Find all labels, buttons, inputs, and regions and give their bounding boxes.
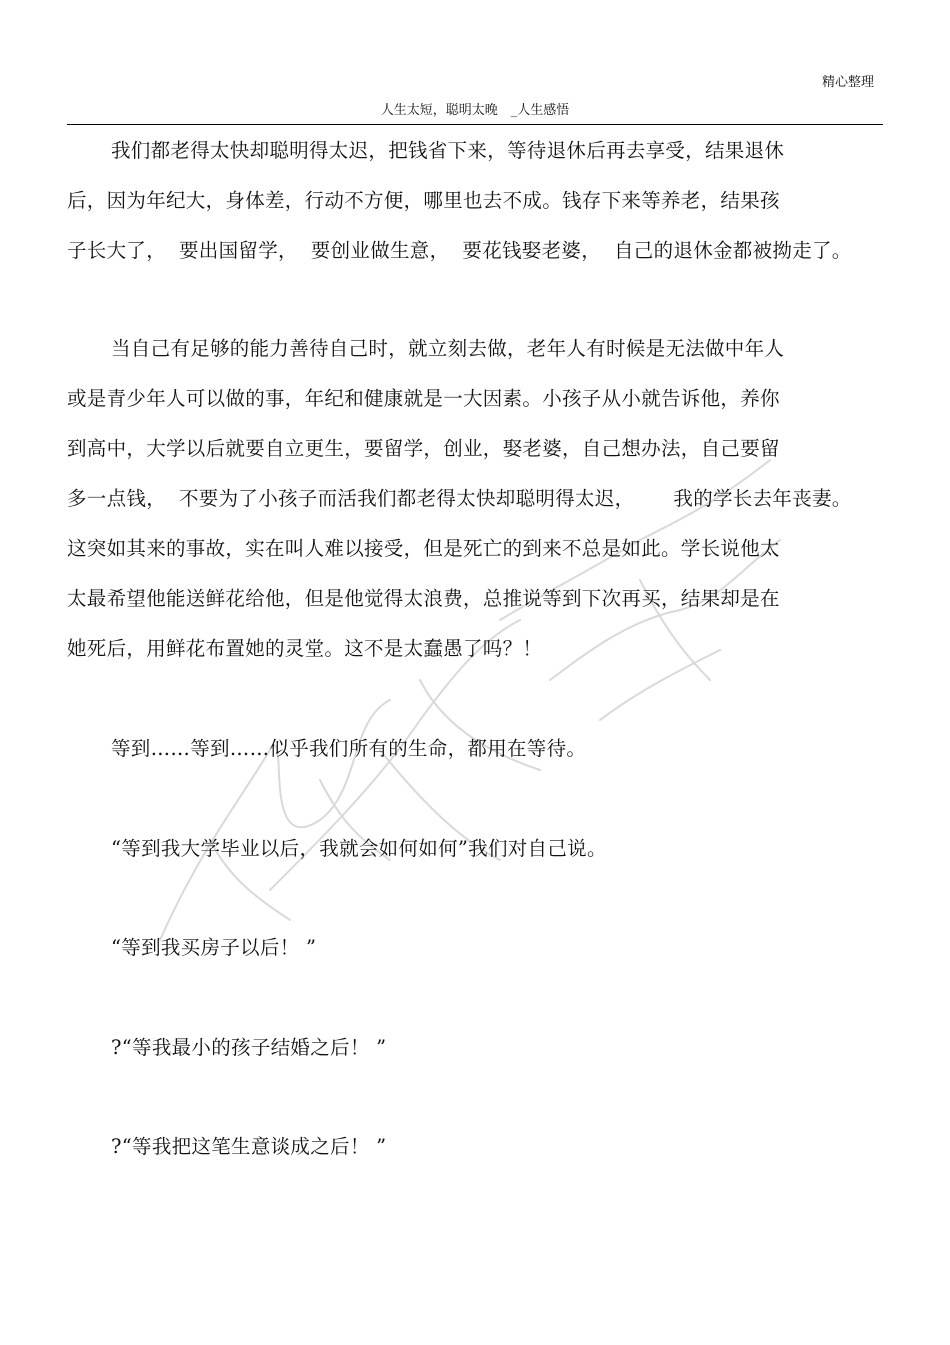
body-line: 后，因为年纪大，身体差，行动不方便，哪里也去不成。钱存下来等养老，结果孩 (67, 189, 780, 212)
corner-label: 精心整理 (821, 75, 874, 90)
body-line: ?“等我最小的孩子结婚之后！ ” (111, 1036, 387, 1059)
body-line: 或是青少年人可以做的事，年纪和健康就是一大因素。小孩子从小就告诉他，养你 (67, 387, 780, 410)
body-line: 当自己有足够的能力善待自己时，就立刻去做，老年人有时候是无法做中年人 (111, 337, 785, 360)
body-line: 这突如其来的事故，实在叫人难以接受，但是死亡的到来不总是如此。学长说他太 (67, 537, 780, 560)
body-line: 多一点钱， 不要为了小孩子而活我们都老得太快却聪明得太迟， 我的学长去年丧妻。 (67, 487, 852, 510)
body-line: 她死后，用鲜花布置她的灵堂。这不是太蠢愚了吗？！ (67, 637, 543, 660)
body-line: 我们都老得太快却聪明得太迟，把钱省下来，等待退休后再去享受，结果退休 (111, 139, 785, 162)
body-line: 等到……等到……似乎我们所有的生命，都用在等待。 (111, 737, 587, 760)
header-title: 人生太短，聪明太晚 _人生感悟 (380, 103, 570, 118)
header-rule (67, 124, 883, 125)
body-line: 太最希望他能送鲜花给他，但是他觉得太浪费，总推说等到下次再买，结果却是在 (67, 587, 780, 610)
body-line: “等到我大学毕业以后，我就会如何如何”我们对自己说。 (111, 837, 607, 860)
body-line: ?“等我把这笔生意谈成之后！ ” (111, 1135, 387, 1158)
body-line: “等到我买房子以后！ ” (111, 936, 317, 959)
body-line: 到高中，大学以后就要自立更生，要留学，创业，娶老婆，自己想办法，自己要留 (67, 437, 780, 460)
body-line: 子长大了， 要出国留学， 要创业做生意， 要花钱娶老婆， 自己的退休金都被拗走了。 (67, 239, 852, 262)
